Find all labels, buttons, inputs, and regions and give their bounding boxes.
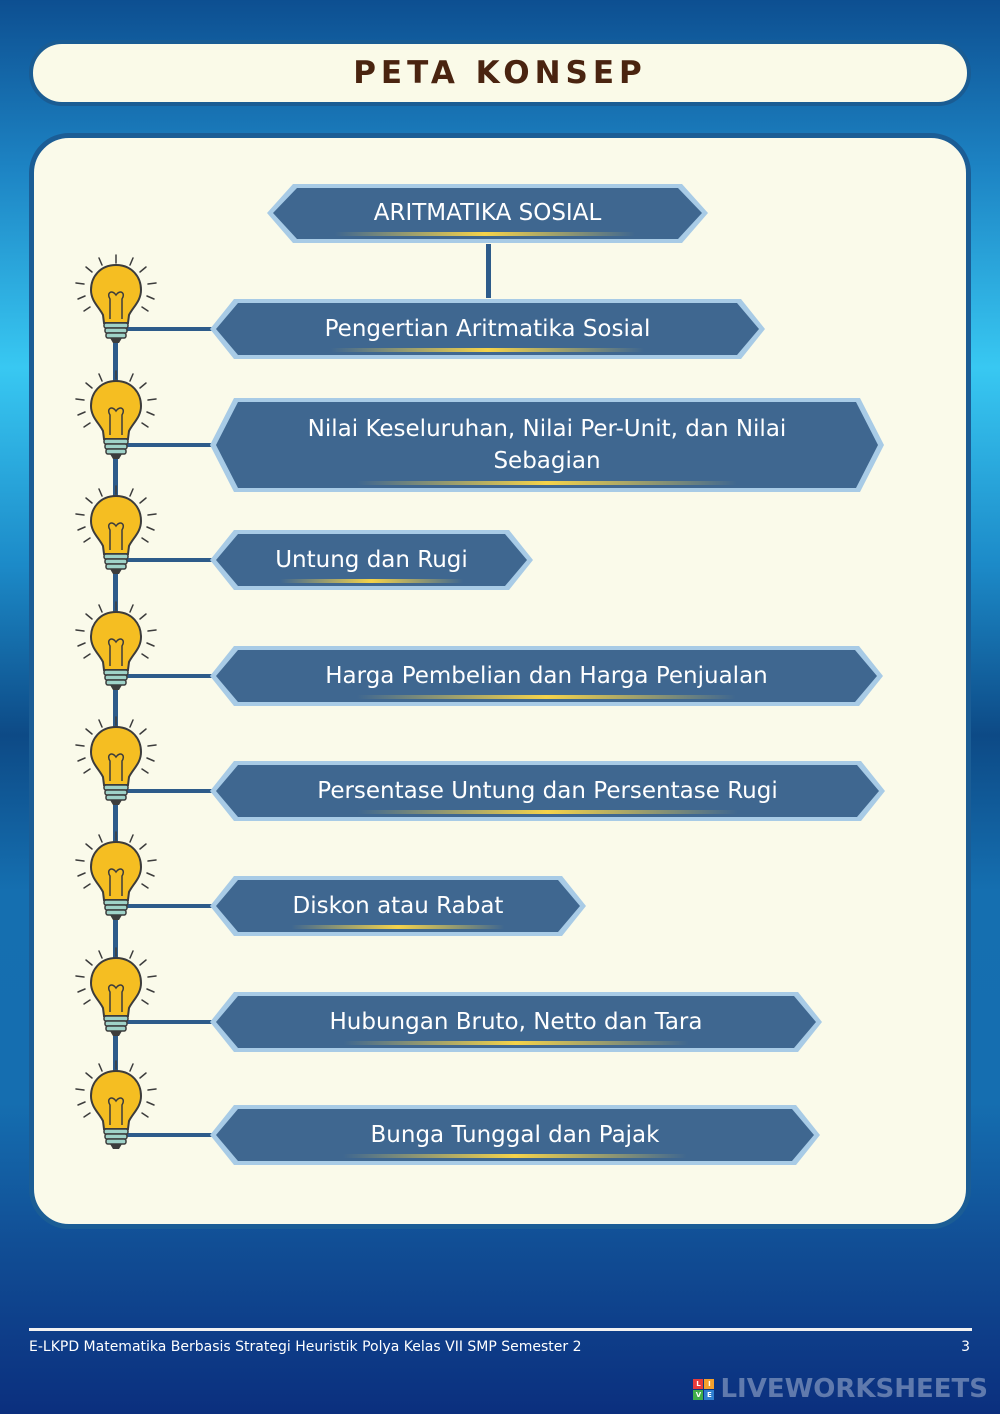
lightbulb-icon [66,484,166,576]
topic-node[interactable] [208,644,885,708]
topic-node-label: Pengertian Aritmatika Sosial [324,315,651,342]
page-number: 3 [961,1339,970,1355]
liveworksheets-watermark [693,1374,988,1404]
root-node[interactable] [265,182,710,245]
watermark-text: LIVEWORKSHEETS [720,1374,988,1404]
page-title: PETA KONSEP [353,55,647,91]
topic-node-label: Untung dan Rugi [275,546,468,573]
title-bar [29,40,971,106]
lightbulb-icon [66,946,166,1038]
lightbulb-icon [66,715,166,807]
footer-caption: E-LKPD Matematika Berbasis Strategi Heuristik Polya Kelas VII SMP Semester 2 [29,1339,582,1355]
topic-node[interactable] [208,874,588,938]
topic-node[interactable] [208,1103,822,1167]
lightbulb-icon [66,253,166,345]
topic-node-label: Harga Pembelian dan Harga Penjualan [325,662,768,689]
footer-divider [29,1328,972,1331]
topic-node-label: Bunga Tunggal dan Pajak [370,1121,660,1148]
topic-node[interactable] [208,297,767,361]
topic-node-label: Persentase Untung dan Persentase Rugi [317,777,778,804]
topic-node[interactable] [208,759,887,823]
lightbulb-icon [66,830,166,922]
topic-node-label: Diskon atau Rabat [292,892,504,919]
root-node-label: ARITMATIKA SOSIAL [373,200,602,227]
topic-node-label: Nilai Keseluruhan, Nilai Per-Unit, dan Nilai Sebagian [307,415,787,474]
lightbulb-icon [66,369,166,461]
root-connector [486,244,491,298]
topic-node-label: Hubungan Bruto, Netto dan Tara [329,1008,703,1035]
topic-node[interactable] [208,990,824,1054]
lightbulb-icon [66,600,166,692]
lightbulb-icon [66,1059,166,1151]
liveworksheets-logo-icon: L I V E [693,1379,714,1400]
topic-node[interactable] [208,396,886,494]
topic-node[interactable] [208,528,535,592]
